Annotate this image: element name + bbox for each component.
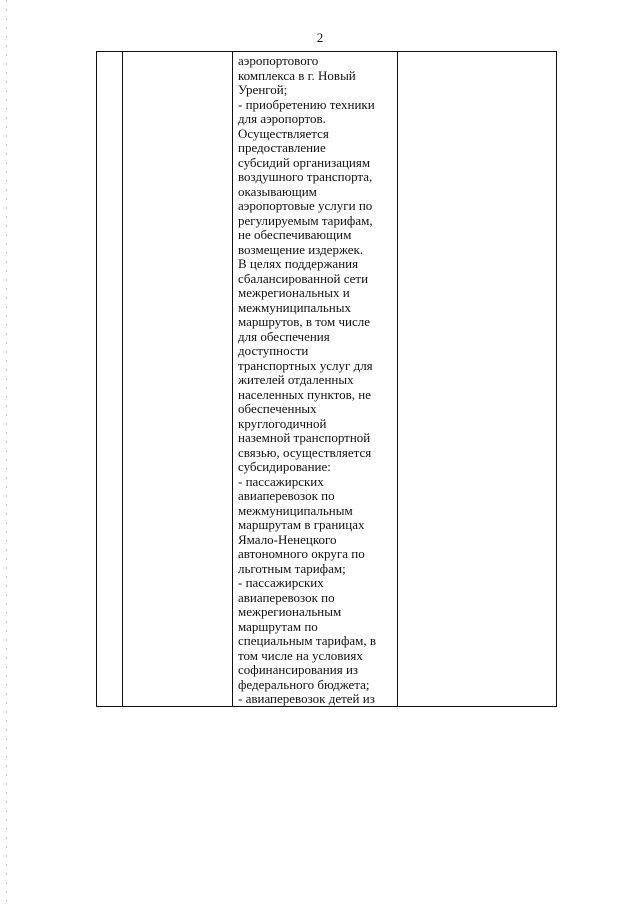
scan-edge-artifact — [6, 0, 7, 905]
description-line: транспортных услуг для — [238, 357, 373, 373]
description-line: маршрутам в границах — [238, 517, 365, 532]
description-line: Осуществляется — [238, 125, 329, 141]
description-line: комплекса в г. Новый — [238, 67, 356, 83]
description-line: для аэропортов. — [238, 111, 326, 126]
description-line: наземной транспортной — [238, 430, 371, 445]
description-line: не обеспечивающим — [238, 227, 352, 242]
description-line: межрегиональных и — [238, 285, 350, 300]
description-line: аэропортового — [238, 53, 319, 68]
description-line: для обеспечения — [238, 328, 330, 344]
description-line: авиаперевозок по — [238, 589, 335, 605]
description-line: - пассажирских — [238, 575, 324, 590]
description-line: регулируемым тарифам, — [238, 212, 373, 228]
description-line: круглогодичной — [238, 415, 327, 431]
description-line: предоставление — [238, 140, 326, 155]
description-line: доступности — [238, 343, 309, 358]
page-number: 2 — [316, 30, 324, 45]
table-column-name — [123, 52, 233, 706]
description-line: межрегиональным — [238, 604, 342, 619]
description-line: автономного округа по — [238, 546, 365, 561]
table-column-description — [233, 52, 398, 706]
description-line: межмуниципальным — [238, 502, 353, 518]
table-column-index — [97, 52, 123, 706]
description-cell-text — [238, 54, 393, 707]
description-line: софинансирования из — [238, 662, 359, 677]
description-line: - пассажирских — [238, 473, 324, 489]
description-line: субсидий организациям — [238, 154, 371, 170]
description-line: населенных пунктов, не — [238, 386, 372, 402]
description-line: - приобретению техники — [238, 96, 375, 112]
description-line: возмещение издержек. — [238, 241, 364, 257]
description-line: - авиаперевозок детей из — [238, 691, 375, 706]
description-line: межмуниципальных — [238, 299, 351, 315]
description-line: оказывающим — [238, 183, 317, 199]
description-line: В целях поддержания — [238, 256, 359, 271]
description-line: воздушного транспорта, — [238, 169, 373, 184]
description-line: специальным тарифам, в — [238, 633, 377, 648]
description-line: авиаперевозок по — [238, 488, 335, 503]
description-line: субсидирование: — [238, 459, 331, 474]
description-line: сбалансированной сети — [238, 270, 369, 286]
description-line: Ямало-Ненецкого — [238, 531, 337, 547]
description-line: жителей отдаленных — [238, 372, 354, 387]
document-table — [96, 51, 557, 707]
description-line: обеспеченных — [238, 401, 317, 416]
description-line: льготным тарифам; — [238, 560, 346, 576]
description-line: маршрутам по — [238, 618, 318, 634]
description-line: маршрутов, в том числе — [238, 314, 371, 329]
description-line: том числе на условиях — [238, 647, 363, 663]
description-line: связью, осуществляется — [238, 444, 372, 460]
table-column-notes — [398, 52, 556, 706]
description-line: Уренгой; — [238, 82, 288, 97]
description-line: федерального бюджета; — [238, 676, 370, 692]
description-line: аэропортовые услуги по — [238, 198, 373, 213]
